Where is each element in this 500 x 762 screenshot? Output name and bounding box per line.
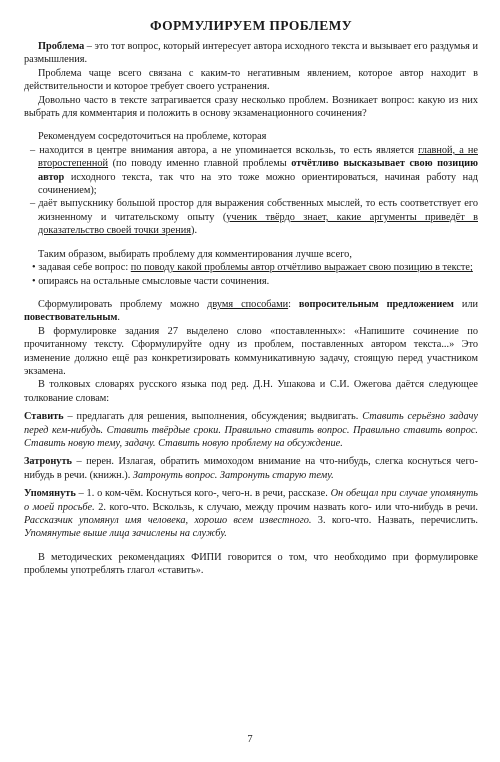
paragraph-several-problems: Довольно часто в тексте затрагивается сразу несколько проблем. Возникает вопрос: какую из них выбрать для комментария и положить в основу экзаменационного сочинения? xyxy=(24,94,478,120)
page-number: 7 xyxy=(247,734,253,745)
summary-intro: Таким образом, выбирать проблему для комментирования лучше всего, xyxy=(38,248,352,260)
paragraph-problem-negative: Проблема чаще всего связана с каким-то негативным явлением, которое автор находит в действительности и которое требует своего устранения. xyxy=(24,67,478,93)
paragraph-fipi: В методических рекомендациях ФИПИ говорится о том, что необходимо при формулировке проблемы употреблять глагол «ставить». xyxy=(24,551,478,577)
summary-bullet-2: • опираясь на остальные смысловые части сочинения. xyxy=(32,275,270,287)
paragraph-dictionaries: В толковых словарях русского языка под ред. Д.Н. Ушакова и С.И. Ожегова даётся следующее толкование словам: xyxy=(24,379,478,404)
term-problem: Проблема xyxy=(38,41,85,52)
summary-bullet-1: • задавая себе вопрос: по поводу какой проблемы автор отчётливо выражает свою позицию в тексте; xyxy=(32,262,473,274)
page-title: ФОРМУЛИРУЕМ ПРОБЛЕМУ xyxy=(149,18,353,33)
definition-upomyanut: Упомянуть – 1. о ком-чём. Коснуться кого-, чего-н. в речи, рассказе. Он обещал при случае упомянуть о моей просьбе. 2. кого-что. Вскользь, к случаю, между прочим назвать кого- или что-нибудь в речи. Рассказчик упомянул имя человека, хорошо всем известного. 3. кого-что. Назвать, перечислить. Упомянутые выше лица зачислены на службу. xyxy=(24,488,479,540)
definition-stavit: Ставить – предлагать для решения, выполнения, обсуждения; выдвигать. Ставить серьёзно задачу перед кем-нибудь. Ставить твёрдые сроки. Правильно ставить вопрос. Правильно ставить вопрос. Ставить новую тему, задачу. Ставить новую проблему на обсуждение. xyxy=(24,411,478,449)
definition-zatronut: Затронуть – перен. Излагая, обратить мимоходом внимание на что-нибудь, слегка коснуться чего-нибудь в речи. (книжн.). Затронуть вопрос. Затронуть старую тему. xyxy=(24,456,478,481)
paragraph-two-ways: Сформулировать проблему можно двумя способами: вопросительным предложением или повествовательным. xyxy=(24,298,479,324)
recommendation-item-2: – даёт выпускнику большой простор для выражения собственных мыслей, то есть соответствует его жизненному и читательскому опыту (ученик твёрдо знает, какие аргументы приведёт в доказательство своей точки зрения). xyxy=(30,198,478,237)
paragraph-task-27: В формулировке задания 27 выделено слово «поставленных»: «Напишите сочинение по прочитанному тексту. Сформулируйте одну из проблем, поставленных автором текста...» Это изменение должно ещё раз конкретизировать коммуникативную задачу, стоящую перед участником экзамена. xyxy=(24,325,478,377)
recommendation-item-1: – находится в центре внимания автора, а не упоминается вскользь, то есть является главной, а не второстепенной (по поводу именно главной проблемы отчётливо высказывает свою позицию автор исходного текста, так что на это тоже можно ориентироваться, начиная работу над сочинением); xyxy=(30,144,478,197)
recommendation-intro: Рекомендуем сосредоточиться на проблеме, которая xyxy=(38,131,267,143)
paragraph-problem-definition: Проблема – это тот вопрос, который интересует автора исходного текста и вызывает его раздумья и размышления. xyxy=(24,41,478,66)
